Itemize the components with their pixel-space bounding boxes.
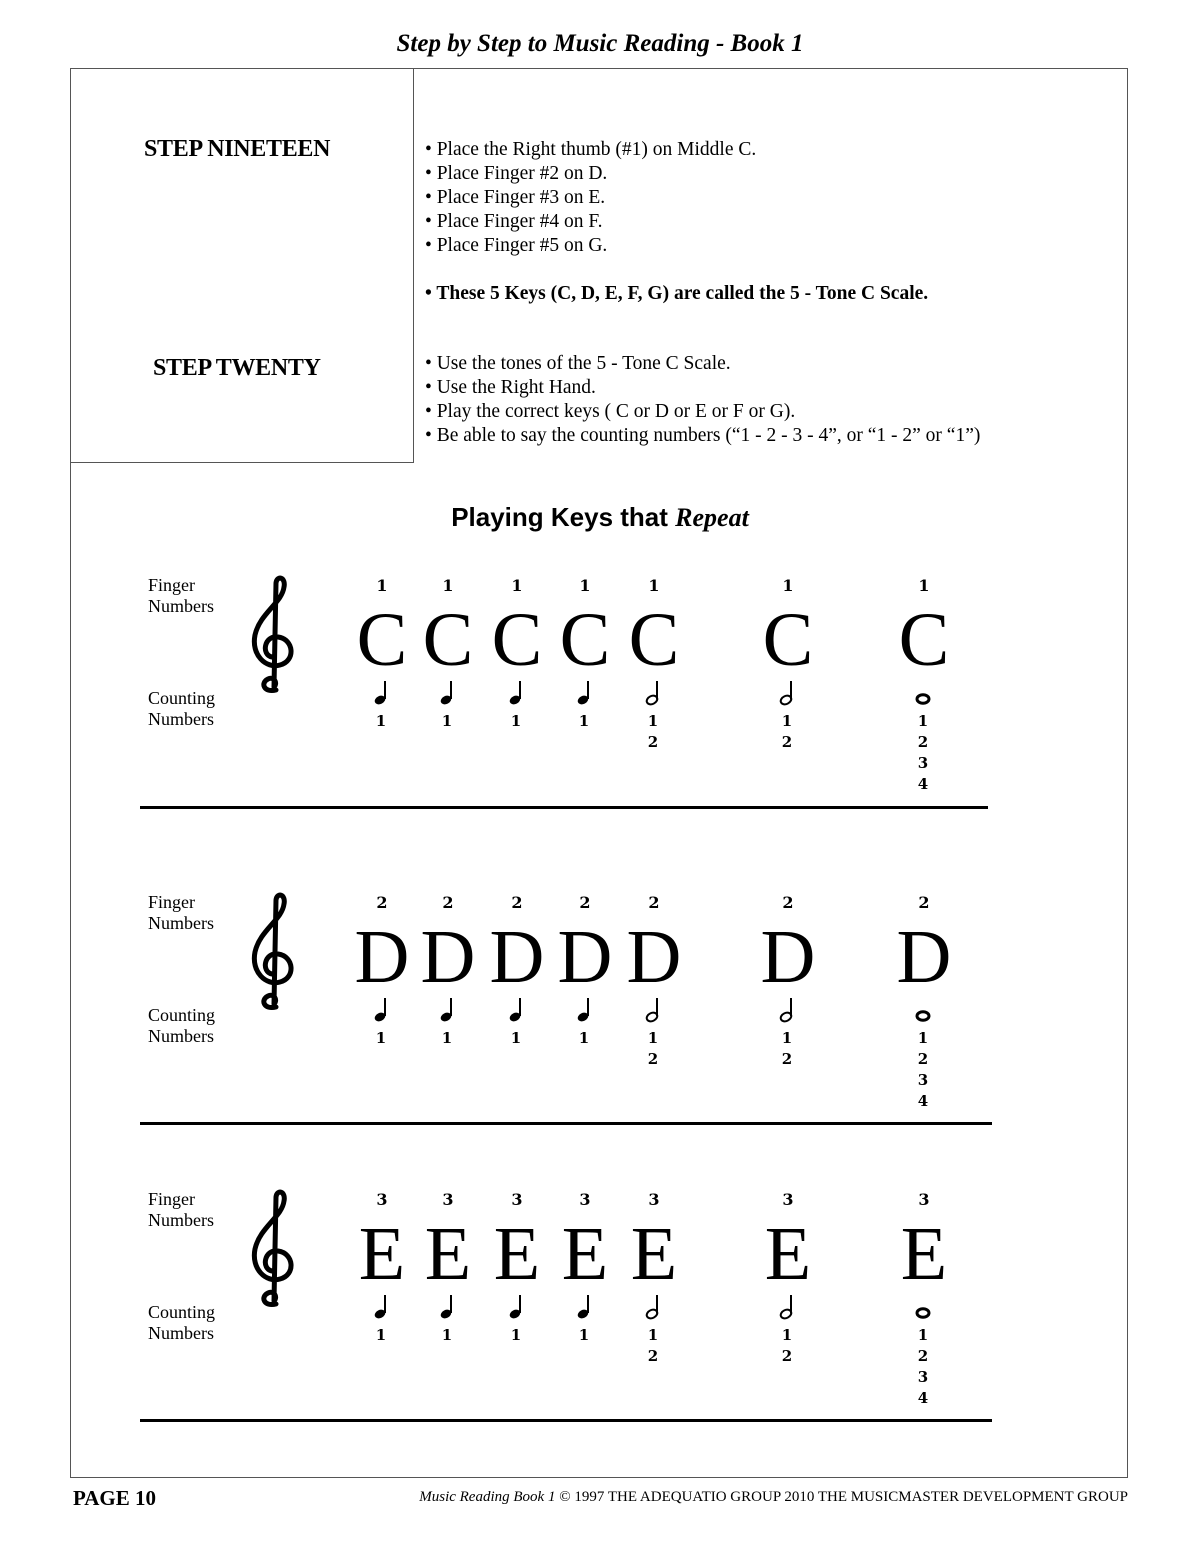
count-numbers (569, 711, 599, 732)
finger-number: 1 (648, 576, 660, 595)
finger-numbers-label (148, 575, 214, 617)
count-number: 1 (375, 1029, 387, 1047)
count-number: 1 (578, 1326, 590, 1344)
count-number: 1 (441, 1326, 453, 1344)
step-nineteen-instructions (425, 138, 928, 306)
label-line: Finger (148, 1189, 195, 1209)
note-letter: D (896, 915, 952, 999)
quarter-note (369, 647, 393, 707)
instruction-item: • Use the Right Hand. (425, 377, 596, 398)
count-number: 1 (375, 712, 387, 730)
instruction-item: • Place Finger #3 on E. (425, 187, 606, 208)
note-letter: C (762, 598, 814, 682)
finger-number: 3 (511, 1190, 523, 1209)
step-nineteen-title: STEP NINETEEN (144, 136, 331, 162)
finger-number: 3 (918, 1190, 930, 1209)
finger-number: 2 (579, 893, 591, 912)
finger-number: 2 (442, 893, 454, 912)
finger-number: 2 (511, 893, 523, 912)
finger-number: 2 (918, 893, 930, 912)
quarter-note (369, 1261, 393, 1321)
note-letter: D (489, 915, 545, 999)
half-note (641, 1261, 665, 1321)
quarter-note (369, 964, 393, 1024)
quarter-note (572, 1261, 596, 1321)
section-heading (0, 502, 1200, 533)
count-numbers (638, 1325, 668, 1367)
note-letter: D (760, 915, 816, 999)
label-line: Finger (148, 892, 195, 912)
note-letter: E (764, 1212, 812, 1296)
count-number: 2 (917, 1347, 929, 1365)
whole-note (911, 964, 935, 1024)
finger-number: 1 (376, 576, 388, 595)
note-letter: C (628, 598, 680, 682)
count-number: 2 (781, 1347, 793, 1365)
count-numbers (908, 1325, 938, 1409)
finger-numbers-label (148, 1189, 214, 1231)
count-number: 1 (781, 712, 793, 730)
count-number: 2 (647, 1050, 659, 1068)
note-letter: C (422, 598, 474, 682)
count-number: 2 (781, 1050, 793, 1068)
instruction-item: • Place the Right thumb (#1) on Middle C. (425, 139, 757, 160)
section-heading-italic: Repeat (675, 503, 749, 532)
quarter-note (435, 1261, 459, 1321)
label-line: Numbers (148, 596, 214, 616)
count-number: 1 (510, 1029, 522, 1047)
count-number: 1 (375, 1326, 387, 1344)
count-number: 3 (917, 1071, 929, 1089)
count-number: 2 (647, 733, 659, 751)
note-letter: D (557, 915, 613, 999)
treble-clef-icon (246, 1189, 302, 1319)
count-numbers (772, 711, 802, 753)
count-numbers (432, 1325, 462, 1346)
count-number: 1 (647, 1029, 659, 1047)
finger-number: 3 (579, 1190, 591, 1209)
count-number: 1 (781, 1029, 793, 1047)
credit-text: © 1997 THE ADEQUATIO GROUP 2010 THE MUSICMASTER DEVELOPMENT GROUP (555, 1489, 1128, 1505)
half-note (775, 964, 799, 1024)
count-numbers (501, 1325, 531, 1346)
half-note (775, 647, 799, 707)
page-title: Step by Step to Music Reading - Book 1 (396, 30, 804, 57)
finger-number: 2 (376, 893, 388, 912)
count-number: 1 (917, 1029, 929, 1047)
note-letter: E (900, 1212, 948, 1296)
count-number: 2 (647, 1347, 659, 1365)
count-numbers (772, 1028, 802, 1070)
credit-book-title: Music Reading Book 1 (419, 1489, 556, 1505)
count-number: 1 (917, 712, 929, 730)
count-number: 1 (917, 1326, 929, 1344)
finger-number: 1 (918, 576, 930, 595)
count-number: 1 (647, 1326, 659, 1344)
note-letter: E (424, 1212, 472, 1296)
step-twenty-instructions (425, 352, 980, 448)
count-number: 3 (917, 754, 929, 772)
note-letter: E (630, 1212, 678, 1296)
label-line: Counting (148, 1005, 216, 1025)
finger-numbers-label (148, 892, 214, 934)
label-line: Numbers (148, 1026, 214, 1046)
count-numbers (501, 711, 531, 732)
finger-number: 1 (442, 576, 454, 595)
count-numbers (366, 1325, 396, 1346)
count-number: 1 (578, 1029, 590, 1047)
exercise-divider (140, 1122, 992, 1125)
count-number: 1 (510, 1326, 522, 1344)
count-numbers (432, 711, 462, 732)
note-letter: E (493, 1212, 541, 1296)
finger-number: 1 (511, 576, 523, 595)
count-number: 3 (917, 1368, 929, 1386)
page-number: PAGE 10 (73, 1486, 157, 1510)
count-number: 2 (781, 733, 793, 751)
five-tone-scale-note: • These 5 Keys (C, D, E, F, G) are called the 5 - Tone C Scale. (425, 283, 929, 304)
note-letter: C (356, 598, 408, 682)
count-numbers (569, 1028, 599, 1049)
step-twenty-title: STEP TWENTY (153, 355, 321, 381)
count-numbers (638, 1028, 668, 1070)
count-numbers (366, 1028, 396, 1049)
label-line: Numbers (148, 709, 214, 729)
instruction-item: • Place Finger #2 on D. (425, 163, 608, 184)
copyright-credit (419, 1489, 1128, 1506)
counting-numbers-label (148, 688, 215, 730)
finger-number: 3 (376, 1190, 388, 1209)
note-letter: C (491, 598, 543, 682)
exercise-divider (140, 1419, 992, 1422)
count-numbers (772, 1325, 802, 1367)
count-numbers (501, 1028, 531, 1049)
instruction-item: • Place Finger #4 on F. (425, 211, 603, 232)
finger-number: 2 (648, 893, 660, 912)
instruction-item: • Be able to say the counting numbers (“1 - 2 - 3 - 4”, or “1 - 2” or “1”) (425, 425, 981, 446)
finger-number: 3 (782, 1190, 794, 1209)
count-number: 4 (917, 775, 929, 793)
count-numbers (432, 1028, 462, 1049)
quarter-note (504, 964, 528, 1024)
label-line: Numbers (148, 1210, 214, 1230)
count-number: 2 (917, 1050, 929, 1068)
quarter-note (504, 1261, 528, 1321)
count-numbers (908, 1028, 938, 1112)
note-letter: D (354, 915, 410, 999)
label-line: Numbers (148, 913, 214, 933)
quarter-note (504, 647, 528, 707)
label-line: Finger (148, 575, 195, 595)
instruction-item: • Place Finger #5 on G. (425, 235, 608, 256)
half-note (775, 1261, 799, 1321)
finger-number: 3 (648, 1190, 660, 1209)
finger-number: 2 (782, 893, 794, 912)
counting-numbers-label (148, 1302, 215, 1344)
finger-number: 1 (579, 576, 591, 595)
count-numbers (908, 711, 938, 795)
count-number: 1 (510, 712, 522, 730)
note-letter: E (358, 1212, 406, 1296)
count-numbers (569, 1325, 599, 1346)
finger-number: 1 (782, 576, 794, 595)
count-number: 1 (647, 712, 659, 730)
quarter-note (572, 964, 596, 1024)
count-numbers (366, 711, 396, 732)
treble-clef-icon (246, 575, 302, 705)
whole-note (911, 1261, 935, 1321)
note-letter: E (561, 1212, 609, 1296)
instruction-item: • Play the correct keys ( C or D or E or F or G). (425, 401, 796, 422)
count-number: 1 (578, 712, 590, 730)
label-line: Numbers (148, 1323, 214, 1343)
quarter-note (435, 647, 459, 707)
count-number: 4 (917, 1092, 929, 1110)
count-numbers (638, 711, 668, 753)
quarter-note (435, 964, 459, 1024)
note-letter: D (626, 915, 682, 999)
quarter-note (572, 647, 596, 707)
count-number: 4 (917, 1389, 929, 1407)
exercise-divider (140, 806, 988, 809)
count-number: 1 (441, 712, 453, 730)
note-letter: C (898, 598, 950, 682)
step-title-box (70, 68, 414, 463)
half-note (641, 964, 665, 1024)
finger-number: 3 (442, 1190, 454, 1209)
count-number: 2 (917, 733, 929, 751)
section-heading-main: Playing Keys that (451, 502, 676, 532)
counting-numbers-label (148, 1005, 215, 1047)
instruction-item: • Use the tones of the 5 - Tone C Scale. (425, 353, 731, 374)
note-letter: D (420, 915, 476, 999)
whole-note (911, 647, 935, 707)
count-number: 1 (781, 1326, 793, 1344)
label-line: Counting (148, 688, 216, 708)
half-note (641, 647, 665, 707)
treble-clef-icon (246, 892, 302, 1022)
note-letter: C (559, 598, 611, 682)
count-number: 1 (441, 1029, 453, 1047)
label-line: Counting (148, 1302, 216, 1322)
